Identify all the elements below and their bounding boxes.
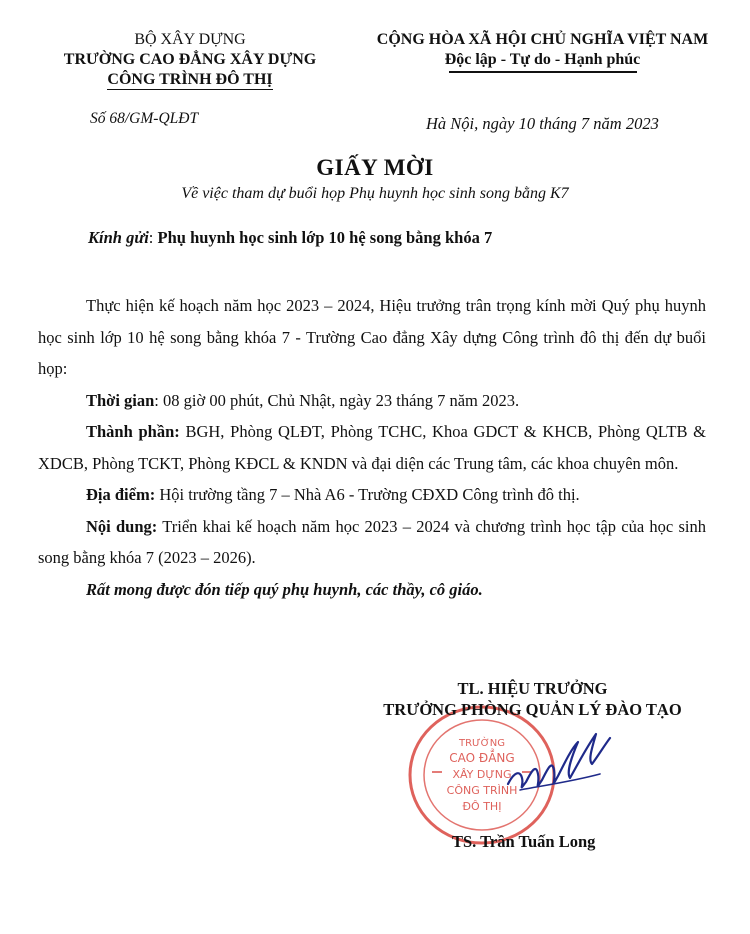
- seal-text-line3: XÂY DỰNG: [452, 768, 512, 781]
- seal-text-line5: ĐÔ THỊ: [462, 800, 502, 813]
- school-name-line2: CÔNG TRÌNH ĐÔ THỊ: [107, 71, 273, 88]
- school-name-line1: TRƯỜNG CAO ĐẲNG XÂY DỰNG: [63, 51, 317, 68]
- date-place: Hà Nội, ngày 10 tháng 7 năm 2023: [426, 114, 659, 133]
- recipient-line: [88, 228, 492, 248]
- signatory-title: [355, 678, 710, 720]
- handwritten-signature: [500, 712, 615, 817]
- signatory-line1: TL. HIỆU TRƯỞNG: [457, 679, 608, 698]
- document-title: GIẤY MỜI: [316, 155, 434, 180]
- signatory-line2: TRƯỞNG PHÒNG QUẢN LÝ ĐÀO TẠO: [383, 700, 682, 719]
- participants-value: BGH, Phòng QLĐT, Phòng TCHC, Khoa GDCT & KHCB, Phòng QLTB & XDCB, Phòng TCKT, Phòng KĐCL & KNDN và đại diện các Trung tâm, các khoa chuyên môn.: [38, 422, 706, 473]
- national-motto: Độc lập - Tự do - Hạnh phúc: [444, 51, 641, 68]
- intro-paragraph: Thực hiện kế hoạch năm học 2023 – 2024, Hiệu trưởng trân trọng kính mời Quý phụ huynh học sinh lớp 10 hệ song bằng khóa 7 - Trường Cao đẳng Xây dựng Công trình đô thị đến dự buổi họp:: [38, 296, 706, 378]
- location-paragraph: [38, 479, 706, 511]
- seal-text-line4: CÔNG TRÌNH: [446, 784, 518, 797]
- participants-paragraph: [38, 416, 706, 479]
- time-paragraph: [38, 385, 706, 417]
- issuer-block: [40, 30, 340, 90]
- ministry-name: BỘ XÂY DỰNG: [134, 31, 246, 48]
- location-label: Địa điểm:: [86, 485, 156, 504]
- seal-text-line1: TRƯỜNG: [459, 738, 505, 749]
- content-value: Triển khai kế hoạch năm học 2023 – 2024 và chương trình học tập của học sinh song bằng khóa 7 (2023 – 2026).: [38, 516, 706, 567]
- motto-underline: [449, 71, 637, 73]
- recipient-value: Phụ huynh học sinh lớp 10 hệ song bằng khóa 7: [157, 228, 493, 247]
- location-value: Hội trường tầng 7 – Nhà A6 - Trường CĐXD Công trình đô thị.: [155, 485, 580, 504]
- time-value: : 08 giờ 00 phút, Chủ Nhật, ngày 23 tháng 7 năm 2023.: [154, 390, 520, 410]
- invitation-body: [38, 290, 706, 605]
- national-header: [355, 30, 730, 73]
- recipient-separator: :: [148, 228, 158, 247]
- signatory-name: TS. Trần Tuấn Long: [452, 832, 596, 851]
- recipient-label: Kính gửi: [88, 228, 149, 247]
- seal-text-line2: CAO ĐẲNG: [449, 751, 515, 765]
- nation-name: CỘNG HÒA XÃ HỘI CHỦ NGHĨA VIỆT NAM: [376, 31, 709, 48]
- time-label: Thời gian: [86, 390, 155, 410]
- content-label: Nội dung:: [86, 516, 158, 536]
- closing-line: Rất mong được đón tiếp quý phụ huynh, các thầy, cô giáo.: [86, 579, 483, 599]
- participants-label: Thành phần:: [86, 422, 180, 441]
- document-subtitle: Về việc tham dự buổi họp Phụ huynh học sinh song bằng K7: [181, 185, 569, 202]
- document-number: Số 68/GM-QLĐT: [90, 110, 199, 127]
- content-paragraph: [38, 511, 706, 574]
